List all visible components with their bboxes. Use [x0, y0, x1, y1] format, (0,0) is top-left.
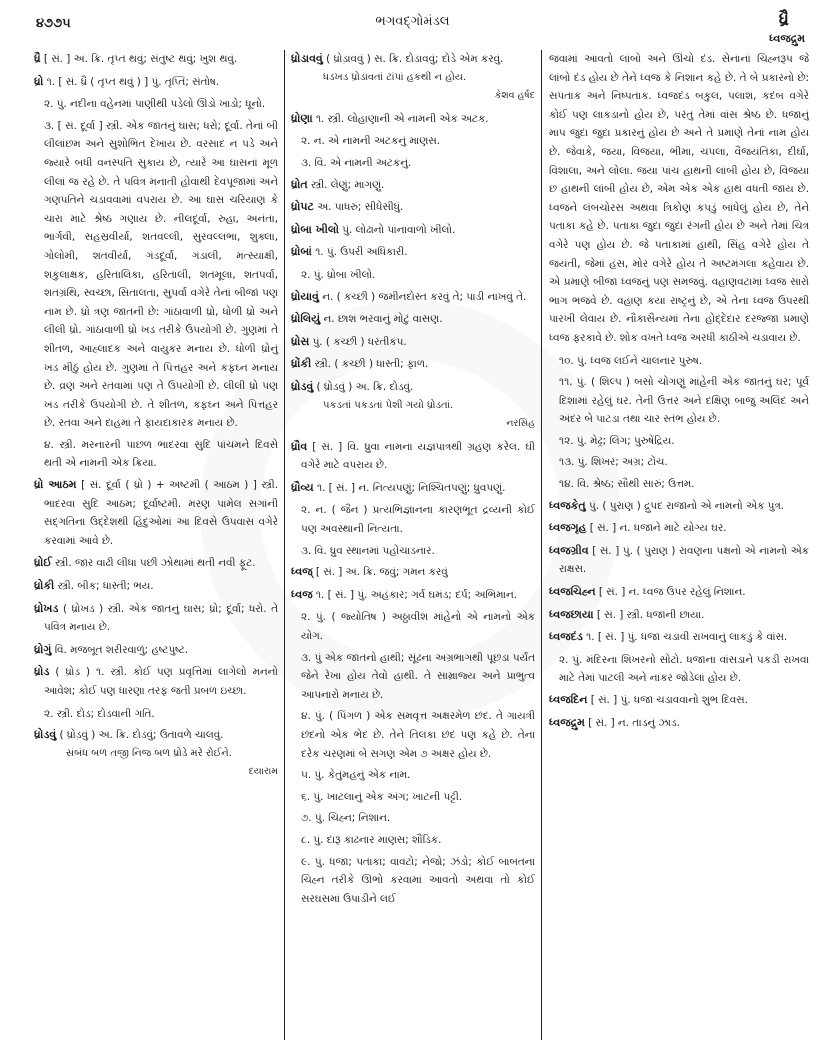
dictionary-entry — [291, 50, 535, 106]
definition-text: ૬. પું. ખાટલાનું એક અંગ; ખાટની પટ્ટી. — [301, 790, 463, 803]
headword: ધ્વજકેતુ — [549, 498, 586, 512]
headword: ધ્વજ્ — [291, 565, 313, 579]
headword: ધ્રોગું — [34, 642, 52, 656]
dictionary-entry — [549, 628, 809, 647]
dictionary-entry — [549, 542, 809, 579]
dictionary-entry — [34, 50, 278, 69]
headword: ધ્રોડ — [34, 665, 50, 679]
headword: ધ્રોઈ — [34, 556, 52, 570]
headword: ધ્વજદ્રુમ — [549, 715, 585, 729]
column-middle — [284, 50, 542, 1040]
definition-text: [ સં. ] પું. ધજા ચડાવવાનો શુભ દિવસ. — [587, 694, 748, 706]
headword: ધ્રૌવ — [291, 439, 308, 453]
definition-text: ૨. પું. ( જ્યોતિષ ) અઠ્ઠાવીશ માંહેનો એ નામનો એક યોગ. — [301, 611, 535, 643]
definition-text: ૧૪. વિ. શ્રેષ્ઠ; સૌથી સારું; ઉત્તમ. — [559, 478, 695, 491]
dictionary-entry — [34, 554, 278, 573]
dictionary-entry — [34, 600, 278, 637]
entry-sense — [291, 542, 535, 561]
definition-text: ૧. [ સં. ] ન. નિત્યપણું; નિશ્ચિતપણું; ધ્રુવપણું. — [313, 481, 506, 494]
headword: ધ્વજચિહ્ન — [549, 585, 596, 599]
headword: ધ્રોડાવવું — [291, 52, 323, 65]
headword: ધ્રોપટ — [291, 200, 314, 214]
dictionary-entry — [291, 355, 535, 374]
dictionary-entry — [291, 479, 535, 498]
definition-text: ૧. [ સં. ] પું. ધજા ચડાવી રાખવાનું લાકડું કે વાંસ. — [582, 631, 788, 644]
entry-sense — [291, 649, 535, 705]
definition-text: ૯. પું. ધજા; પતાકા; વાવટો; નેજો; ઝંડો; કોઈ બાબતના ચિહ્ન તરીકે ઊભો કરવામાં આવતો અથવા તો કોઈ સરઘસમાં ઉપાડીને લઈ — [301, 855, 535, 905]
definition-text: [ સં. ] ન. તાડનું ઝાડ. — [584, 716, 680, 729]
dictionary-entry — [34, 476, 278, 550]
dictionary-columns — [34, 50, 809, 1040]
definition-text: ( ધ્રોડ઼વું ) અ. ક્રિ. દોડવું; ઉતાવળે ચાલવું. — [56, 729, 224, 742]
citation-author: કેશવ હર્ષદ — [494, 90, 535, 102]
running-title: ભગવદ્ગોમંડલ — [375, 14, 450, 29]
dictionary-entry — [549, 606, 809, 625]
definition-text: ૧. [ સં. ] પું. અહંકાર; ગર્વ ઘમંડ; દર્પ; અભિમાન. — [312, 588, 518, 601]
entry-continuation — [549, 50, 809, 348]
definition-text: [ સં. ] સ્ત્રી. ધજાની છાયા. — [593, 608, 705, 621]
entry-sense — [34, 705, 278, 724]
definition-text: ૧૧. પું. ( શિલ્પ ) બસો ચોગણું માંહેની એક જાતનું ઘર; પૂર્વ દિશામાં રહેલું ઘર. તેની ઉત્તર અને દક્ષિણ બાજુ અલિંદ અને અંદર બે પાટડા તથા ચાર સ્તંભ હોય છે. — [559, 376, 809, 426]
page-header — [0, 0, 825, 46]
entry-sense — [34, 95, 278, 114]
headword: ધ્રોત — [291, 177, 308, 191]
definition-text: પું. ( કચ્છી ) ધરતીકંપ. — [309, 335, 407, 348]
headword: ધ્રોખડ — [34, 601, 59, 615]
definition-text: [ સં. ] અ. ક્રિ. તૃપ્ત થવું; સંતુષ્ટ થવું; ખુશ થવું. — [40, 53, 238, 65]
entry-sense — [549, 373, 809, 429]
definition-text: [ સં. ] વિ. ધ્રુવા નામના યજ્ઞપાત્રથી ગ્રહણ કરેલ. ઘી વગેરે માટે વપરાય છે. — [301, 440, 535, 472]
dictionary-entry — [291, 198, 535, 217]
dictionary-entry — [291, 110, 535, 129]
entry-sense — [291, 831, 535, 850]
definition-text: ૨. ન. ( જૈન ) પ્રત્યભિજ્ઞાનના કારણભૂત દ્રવ્યની કોઈ પણ અવસ્થાની નિત્યતા. — [301, 504, 535, 536]
definition-text: [ સં. દૂર્વા ( ધ્રો ) + અષ્ટમી ( આઠમ ) ] સ્ત્રી. ભાદરવા સુદિ આઠમ; દૂર્વાષ્ટમી. મરણ પામેલ સગાંની સદ્ગતિના ઉદ્દેશથી હિંદુઓમાં આ દિવસે ઉપવાસ વગેરે કરવામાં આવે છે. — [44, 479, 279, 547]
dictionary-entry — [549, 714, 809, 733]
definition-text: ૩. [ સં. દૂર્વા ] સ્ત્રી. એક જાતનું ઘાસ; ધરો; દૂર્વા. તેનાં બી લીલાંછમ અને સુશોભિત દેખાય છે. વરસાદ ન પડે અને જ્યારે બધી વનસ્પતિ સુકાય છે, ત્યારે આ ઘાસનાં મૂળ લીલાં જ રહે છે. તે પવિત્ર મનાતી હોવાથી દેવપૂજામાં અને ગણપતિને ચડાવવામાં વપરાય છે. આ ઘાસ ચરિયાણ કે ચારા માટે શ્રેષ્ઠ ગણાય છે. નીલદૂર્વા, રુહા, અનંતા, ભાર્ગવી, સહસ્રવીર્યા, શતવલ્લી, સુરવલ્લભા, શુક્લા, ગોલોમી, શતવીર્યા, ગંડદૂર્વા, ગંડાલી, મત્સ્યાક્ષી, શકુલાક્ષક, હરિતાલિકા, હરિતાલી, શતમૂલા, શતપર્વા, શતગ્રંથિ, સ્વચ્છા, સિતાલતા, સુપર્વા વગેરે તેનાં બીજાં પણ નામ છે. ધ્રો ત્રણ જાતની છે: ગાંઠાવાળી ધ્રો, ધોળી ધ્રો અને લીલી ધ્રો. ગાંઠાવાળી ધ્રો ખડ તરીકે ઉપયોગી છે. ગુણમાં તે શીતળ, આહ્લાદક અને વાયુકર મનાય છે. ધોળી ધ્રોનું ખડ મીઠું હોય છે. ગુણમાં તે પિત્તહર અને કફઘ્ન મનાય છે. વ્રણ અને રતવામાં પણ તે ઉપયોગી છે. લીલી ધ્રો પણ ખડ તરીકે ઉપયોગી છે. તે શીતળ, કફઘ્ન અને પિત્તહર છે. રતવા અને દાહમાં તે ફાયદાકારક મનાય છે. — [44, 119, 278, 430]
entry-sense — [291, 132, 535, 151]
definition-text: ૪. પું. ( પિંગળ ) એક સમવૃત્ત અક્ષરમેળ છંદ. તે ગાયત્રી છંદનો એક ભેદ છે. તેને તિલકા છંદ પણ કહે છે. તેના દરેક ચરણમાં બે સગણ એમ ૭ અક્ષર હોય છે. — [301, 710, 535, 760]
headword: ધ્રોણા — [291, 111, 313, 125]
dictionary-entry — [291, 310, 535, 329]
citation-author: દયારામ — [248, 766, 278, 778]
headword: ધ્વજદંડ — [549, 630, 583, 644]
headword: ધ્રોસ — [291, 334, 310, 348]
definition-text: ૧૦. પું. ધ્વજ લઈને ચાલનાર પુરુષ. — [559, 354, 703, 367]
definition-text: ૩. વિ. એ નામની અટકનું. — [301, 156, 412, 169]
headword: ધ્રોયાવું — [291, 289, 319, 303]
definition-text: ૧૨. પું. મેઢ્ર; લિંગ; પુરુષેંદ્રિય. — [559, 434, 675, 447]
definition-text: ૨. ન. એ નામની અટકનું માણસ. — [301, 135, 441, 148]
headword: ધ્રોડવું — [34, 728, 57, 742]
dictionary-entry — [291, 221, 535, 240]
headword: ધ્રોલિયું — [291, 312, 321, 326]
definition-text: ૩. પું એક જાતનો હાથી; સૂંઢના અગ્રભાગથી પૂછડા પર્યંત જેને રેખા હોય તેવો હાથી. તે સામ્રાજ્ય અને પ્રાભુત્વ આપનારો મનાય છે. — [301, 651, 535, 701]
entry-sense — [291, 266, 535, 285]
definition-text: ન. ( કચ્છી ) જમીનદોસ્ત કરવું તે; પાડી નાખવું તે. — [318, 290, 527, 303]
headword: ધ્રો — [34, 74, 44, 88]
definition-text: ૭. પું. ચિહ્ન; નિશાન. — [301, 812, 391, 825]
headword: ધ્રોબા ખીલો — [291, 222, 339, 236]
definition-text: ૨. સ્ત્રી. દોડ; દોડવાની ગતિ. — [44, 707, 155, 720]
dictionary-entry — [291, 438, 535, 475]
page-number: ૪૭૭૫ — [36, 16, 71, 31]
entry-sense — [291, 853, 535, 909]
dictionary-entry — [34, 641, 278, 660]
headword: ધ્વજછાયા — [549, 607, 594, 621]
definition-text: ૧. સ્ત્રી. લોહાણાની એ નામની એક અટક. — [312, 112, 489, 125]
headword: ધ્વજગ્રીવ — [549, 543, 589, 557]
guide-word-last: ધ્વજદ્રુમ — [769, 32, 805, 45]
headword: ધ્વજદિન — [549, 693, 588, 706]
entry-sense — [291, 809, 535, 828]
dictionary-entry — [549, 497, 809, 516]
definition-text: પું. લોઢાનો પાનાવાળો ખીલો. — [338, 223, 456, 236]
dictionary-entry — [549, 519, 809, 538]
citation-author: નરસિંહ — [506, 418, 535, 430]
definition-text: અ. પાધરું; સીધેસીધું. — [313, 201, 404, 214]
entry-sense — [549, 453, 809, 472]
entry-sense — [549, 432, 809, 451]
citation-quote: સંબંધ બળ તજી નિજ બળ ધ્રોડે મરે રોઈને. — [66, 747, 232, 759]
headword: ધ્રોકી — [34, 579, 55, 593]
dictionary-entry — [34, 726, 278, 782]
headword: ધ્વજગૃહ — [549, 521, 587, 535]
entry-sense — [549, 475, 809, 494]
entry-sense — [291, 501, 535, 538]
definition-text: ૧. પું. ઉપરી અધિકારી. — [311, 246, 408, 259]
dictionary-entry — [291, 586, 535, 605]
entry-sense — [549, 352, 809, 371]
definition-text: સ્ત્રી. લેણું; માગણું. — [307, 178, 385, 191]
dictionary-entry — [549, 691, 809, 710]
definition-text: ( ધ્રોડવું ) અ. ક્રિ. દોડવું. — [313, 380, 414, 393]
definition-text: સ્ત્રી. બીક; ધાસ્તી; ભય. — [54, 580, 154, 593]
entry-sense — [291, 154, 535, 173]
dictionary-entry — [34, 577, 278, 596]
dictionary-entry — [291, 288, 535, 307]
definition-text: ( ધ્રોડ઼ાવવું ) સ. ક્રિ. દોડાવવું; દોડે એમ કરવું. — [322, 53, 504, 65]
headword: ધ્રોંકી — [291, 357, 312, 371]
definition-text: [ સં. ] પું. ( પુરાણ ) રાવણના પક્ષનો એ નામનો એક રાક્ષસ. — [559, 544, 809, 576]
headword: ધ્રૈ — [34, 52, 41, 65]
dictionary-entry — [549, 583, 809, 602]
entry-sense — [34, 117, 278, 433]
entry-sense — [291, 766, 535, 785]
definition-text: ( ધ્રોડ઼ ) ૧. સ્ત્રી. કોઈ પણ પ્રવૃત્તિમાં લાગેલો મનનો આવેશ; કોઈ પણ ધારણા તરફ જતી પ્રબળ ઇચ્છા. — [44, 666, 278, 697]
definition-text: ન. છાશ ભરવાનું મોટું વાસણ. — [320, 313, 443, 326]
definition-text: સ્ત્રી. જાર વાઢી લીધા પછી ઝોથામાં થતી નવી ફૂટ. — [51, 557, 256, 570]
definition-text: ૨. પું. નદીના વહેનમાં પાણીથી પડેલો ઊંડો ખાડો; ધૂનો. — [44, 98, 266, 111]
definition-text: ૧૩. પું. શિખર; અગ્ર; ટોચ. — [559, 456, 668, 469]
headword: ધ્રોબાં — [291, 245, 312, 259]
dictionary-entry — [291, 378, 535, 434]
definition-text: ૧. [ સં. ધ્રૈ ( તૃપ્ત થવું ) ] પું. તૃપ્તિ; સંતોષ. — [43, 75, 220, 88]
definition-text: ૨. પું. મંદિરના શિખરનો સોટો. ધજાના વાંસડાને પકડી રાખવા માટે તેમાં પાટલી અને નાકર જોડેલાં હોય છે. — [559, 653, 809, 685]
definition-text: [ સં. ] ન. ધ્વજ ઉપર રહેલું નિશાન. — [595, 586, 746, 599]
definition-text: ૩. વિ. ધ્રુવ સ્થાનમાં પહોંચાડનાર. — [301, 544, 435, 557]
definition-text: વિ. મજબૂત શરીરવાળું; હષ્ટપુષ્ટ. — [51, 643, 189, 656]
definition-text: ૪. સ્ત્રી. મરનારની પાછળ ભાદરવા સુદિ પાંચમને દિવસે થતી એ નામની એક ક્રિયા. — [44, 438, 278, 470]
entry-sense — [291, 608, 535, 645]
entry-sense — [291, 707, 535, 763]
definition-text: જવામાં આવતો લાંબો અને ઊંચો દંડ. સેનાનાં ચિહ્નરૂપ જે લાંબો દંડ હોય છે તેને ધ્વજ કે નિશાન કહે છે. તે બે પ્રકારનો છે: સપતાક અને નિષ્પતાક. ધ્વજદંડ બકુલ, પલાશ, કદંબ વગેરે કોઈ પણ લાકડાનો હોય છે, પરંતુ તેમાં વાંસ શ્રેષ્ઠ છે. ધજાનું માપ જુદા જુદા પ્રકારનું હોય છે અને તે પ્રમાણે તેનાં નામ હોય છે. જેવાકે, જયા, વિજયા, ભીમા, ચપલા, વૈજયંતિકા, દીર્ઘા, વિશાલા, અને લોલા. જયા પાંચ હાથની લાંબી હોય છે, વિજયા છ હાથની લાંબી હોય છે, એમ એક એક હાથ વધતી જાય છે. ધ્વજને લંબચોરસ અથવા ત્રિકોણ કપડું બાંધેલું હોય છે, તેને પતાકા કહે છે. પતાકા જુદા જુદા રંગની હોય છે અને તેમાં ચિત્ર વગેરે પણ હોય છે. જે પતાકામાં હાથી, સિંહ વગેરે હોય તે જયંતી, જેમાં હંસ, મોર વગેરે હોય તે અષ્ટમંગલા કહેવાય છે. એ પ્રમાણે બીજા ધ્વજનું પણ સમજવું. વહાણવટામાં ધ્વજ સારો ભાગ ભજવે છે. વહાણ કયા રાષ્ટ્રનું છે, એ તેના ધ્વજ ઉપરથી પારખી લેવાય છે. નૌકાસૈન્યમાં તેના હોદ્દેદાર દરજ્જા પ્રમાણે ધ્વજ ફરકાવે છે. શોક વખતે ધ્વજ અરધી કાઠીએ ચડાવાય છે. — [549, 53, 809, 344]
citation-quote: પકડતાં પકડતાં પેશી ગયો ધ્રોડતાં. — [323, 399, 454, 411]
definition-text: [ સં. ] ન. ધજાને માટે યોગ્ય ઘર. — [586, 522, 727, 535]
dictionary-entry — [291, 243, 535, 262]
headword: ધ્રો આઠમ — [34, 478, 77, 492]
dictionary-entry — [291, 563, 535, 582]
column-right — [542, 50, 809, 1040]
headword: ધ્રોડવું — [291, 379, 314, 393]
entry-sense — [291, 788, 535, 807]
dictionary-entry — [291, 333, 535, 352]
definition-text: ૨. પું. ધ્રોબા ખીલો. — [301, 268, 376, 281]
headword: ધ્વજ — [291, 587, 313, 601]
guide-word-first: ધ્રૈ — [778, 10, 789, 30]
definition-text: ૮. પું. દારૂ કાઢનાર માણસ; શૌંડિક. — [301, 833, 442, 846]
entry-sense — [34, 436, 278, 473]
definition-text: ( ધ્રોખડ ) સ્ત્રી. એક જાતનું ઘાસ; ધ્રો; દૂર્વા; ધરો. તે પવિત્ર મનાય છે. — [44, 602, 278, 634]
definition-text: ૫. પું. કેતુમહનું એક નામ. — [301, 769, 411, 782]
dictionary-entry — [291, 176, 535, 195]
entry-sense — [549, 651, 809, 688]
dictionary-entry — [34, 73, 278, 92]
dictionary-entry — [34, 663, 278, 700]
definition-text: [ સં. ] અ. ક્રિ. જવું; ગમન કરવું — [312, 566, 448, 579]
column-left — [34, 50, 284, 1040]
definition-text: સ્ત્રી. ( કચ્છી ) ધાસ્તી; ફાળ. — [311, 358, 429, 371]
headword: ધ્રૌવ્ય — [291, 480, 314, 494]
citation-quote: ધડખડ ધ્રોડાવતાં ટાંપાં હકથી ન હોય. — [323, 71, 467, 83]
definition-text: પું. ( પુરાણ ) દ્રુપદ રાજાનો એ નામનો એક પુત્ર. — [585, 499, 785, 512]
